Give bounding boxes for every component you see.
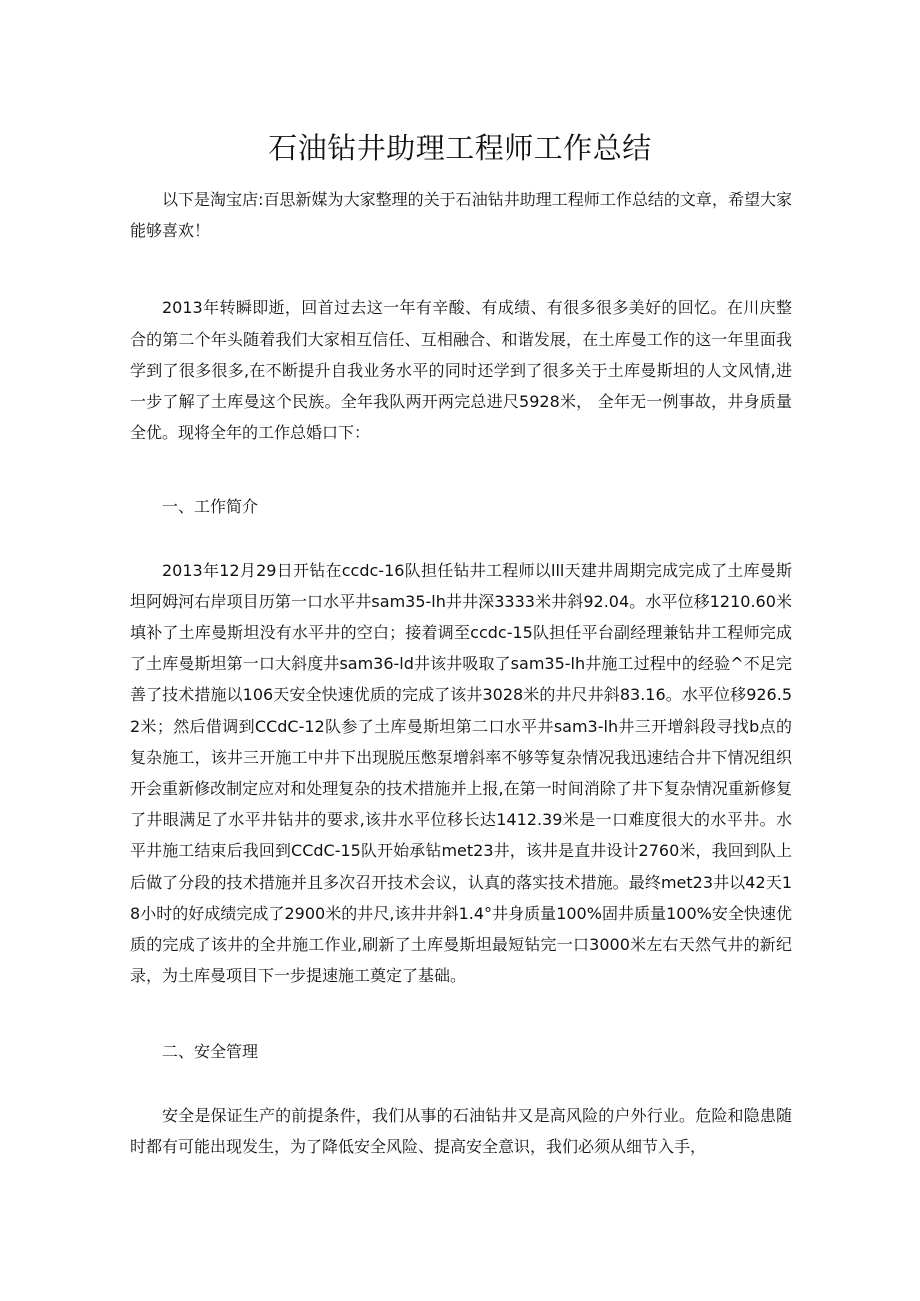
intro-paragraph: 以下是淘宝店:百思新媒为大家整理的关于石油钻井助理工程师工作总结的文章，希望大家能够喜欢！ <box>130 190 792 241</box>
section-heading-work-overview: 一、工作简介 <box>162 497 259 517</box>
summary-paragraph: 2013年转瞬即逝，回首过去这一年有辛酸、有成绩、有很多很多美好的回忆。在川庆整合的第二个年头随着我们大家相互信任、互相融合、和谐发展，在土库曼工作的这一年里面我学到了很多很多,在不断提升自我业务水平的同时还学到了很多关于土库曼斯坦的人文风情,进一步了解了土库曼这个民族。全年我队两开两完总进尺5928米， 全年无一例事故，井身质量全优。现将全年的工作总婚口下： <box>130 298 792 443</box>
work-overview-paragraph: 2013年12月29日开钻在ccdc-16队担任钻井工程师以lll天建井周期完成完成了土库曼斯坦阿姆河右岸项目历第一口水平井sam35-lh井井深3333米井斜92.04。水平位移1210.60米填补了土库曼斯坦没有水平井的空白；接着调至ccdc-15队担任平台副经理兼钻井工程师完成了土库曼斯坦第一口大斜度井sam36-ld井该井吸取了sam35-lh井施工过程中的经验^不足完善了技术措施以106天安全快速优质的完成了该井3028米的井尺井斜83.16。水平位移926.52米；然后借调到CCdC-12队参了土库曼斯坦第二口水平井sam3-lh井三开增斜段寻找b点的复杂施工，该井三开施工中井下出现脱压憋泵增斜率不够等复杂情况我迅速结合井下情况组织开会重新修改制定应对和处理复杂的技术措施并上报,在第一时间消除了井下复杂情况重新修复了井眼满足了水平井钻井的要求,该井水平位移长达1412.39米是一口难度很大的水平井。水平井施工结束后我回到CCdC-15队开始承钻met23井，该井是直井设计2760米，我回到队上后做了分段的技术措施并且多次召开技术会议，认真的落实技术措施。最终met23井以42天18小时的好成绩完成了2900米的井尺,该井井斜1.4°井身质量100%固井质量100%安全快速优质的完成了该井的全井施工作业,刷新了土库曼斯坦最短钻完一口3000米左右天然气井的新纪录，为土库曼项目下一步提速施工奠定了基础。 <box>130 560 792 986</box>
spacer <box>130 1068 792 1100</box>
section-heading-safety-management: 二、安全管理 <box>162 1042 259 1062</box>
spacer <box>130 246 792 292</box>
document-body <box>130 184 792 1162</box>
spacer <box>130 448 792 491</box>
safety-paragraph: 安全是保证生产的前提条件，我们从事的石油钻井又是高风险的户外行业。危险和隐患随时都有可能出现发生，为了降低安全风险、提高安全意识，我们必须从细节入手， <box>130 1105 792 1156</box>
spacer <box>130 523 792 555</box>
document-title: 石油钻井助理工程师工作总结 <box>268 131 652 165</box>
spacer <box>130 991 792 1036</box>
